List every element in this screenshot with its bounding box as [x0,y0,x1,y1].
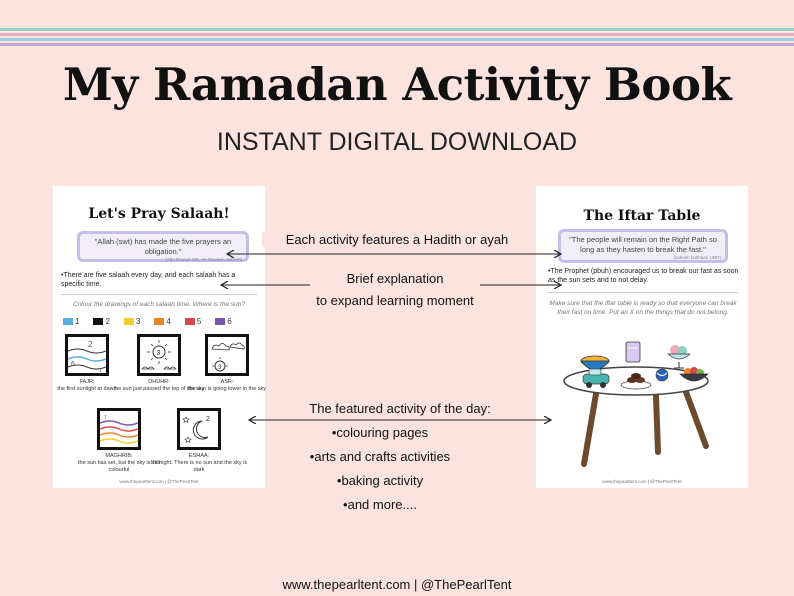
decorative-stripe-2 [0,33,794,36]
swatch-number: 2 [105,317,110,326]
salaah-page-preview [53,186,265,488]
moon-stars-icon [180,411,218,447]
glass-icon [626,342,640,362]
explanation-annotation-line2: to expand learning moment [316,293,474,308]
swatch-color [93,318,103,325]
iftar-page-preview [536,186,748,488]
fajr-label: FAJR: the first sunlight at dawn [57,379,117,392]
svg-text:1: 1 [99,368,102,373]
svg-text:7: 7 [104,415,107,421]
divider [61,294,257,295]
decorative-stripe-4 [0,43,794,46]
sunset-waves-icon [100,411,138,447]
svg-text:3: 3 [218,365,222,371]
ice-cream-icon [668,345,690,368]
asr-label: ASR: the sun is going lower in the sky [188,379,266,392]
swatch-number: 6 [227,317,232,326]
explanation-annotation-line1: Brief explanation [310,271,480,286]
page-title: Let's Pray Salaah! [88,206,230,222]
svg-text:2: 2 [88,340,93,349]
dhuhr-label: DHUHR: the sun just passed the top of the sky [113,379,205,392]
svg-text:2: 2 [206,416,210,423]
swatch-number: 4 [166,317,171,326]
list-item: •arts and crafts activities [309,449,451,464]
decorative-stripe-3 [0,38,794,41]
hadith-source: [Abu Dawud 425, an-Nawawi, saheeh] [165,256,242,262]
swatch-color [154,318,164,325]
svg-text:6: 6 [71,361,75,368]
explanation-text: •There are five salaah every day, and each salaah has a specific time. [61,272,236,289]
featured-annotation-title: The featured activity of the day: [285,401,515,416]
swatch-color [63,318,73,325]
list-item: •and more.... [343,497,417,512]
fajr-drawing [65,334,109,376]
swatch-color [185,318,195,325]
colour-swatch [215,317,231,326]
svg-text:3: 3 [156,350,161,357]
cloud-icon [208,337,246,373]
waves-icon [68,337,106,373]
list-item: •baking activity [336,473,424,488]
colour-key [63,317,232,326]
eshaa-drawing [177,408,221,450]
page-footer: www.thepearltent.com | @ThePearlTent [602,479,682,484]
asr-drawing [205,334,249,376]
page-title: The Iftar Table [583,208,701,224]
swatch-number: 3 [135,317,141,326]
hadith-annotation: Each activity features a Hadith or ayah [262,232,532,247]
list-item: •colouring pages [331,425,429,440]
explanation-text: •The Prophet (pbuh) encouraged us to break our fast as soon as the sun sets and to not delay. [548,268,739,285]
hadith-quote-box [558,229,728,263]
hadith-quote: "Allah (swt) has made the five prayers an obligation." [94,237,232,256]
featured-activity-list [280,421,480,517]
decorative-stripe-1 [0,28,794,31]
instruction-text: Make sure that the iftar table is ready so that everyone can break their fast on time. Put an X on the things that do not belong. [549,300,737,317]
subtitle: INSTANT DIGITAL DOWNLOAD [216,128,578,156]
hadith-quote: "The people will remain on the Right Path so long as they hasten to break the fast." [569,235,717,254]
hadith-source: (saheeh bukhaari 1957) [673,254,721,260]
swatch-number: 1 [75,317,80,326]
eshaa-label: ESHAA: It's night. There is no sun and the sky is dark [150,453,248,473]
main-title: My Ramadan Activity Book [62,58,732,111]
colour-swatch [185,317,201,326]
swatch-color [215,318,225,325]
divider [548,292,738,293]
swatch-number: 5 [196,317,202,326]
dhuhr-drawing [137,334,181,376]
instruction-text: Colour the drawings of each salaah time. Where is the sun? [73,301,245,308]
colour-swatch [63,317,79,326]
iftar-table-illustration [536,334,748,474]
colour-swatch [93,317,109,326]
ball-icon [656,369,668,381]
maghrib-drawing [97,408,141,450]
swatch-color [124,318,134,325]
hadith-quote-box [77,231,249,262]
maghrib-label: MAGHRIB: the sun has set, but the sky is still colourful [78,453,160,473]
sun-icon [140,337,178,373]
colour-swatch [154,317,170,326]
site-footer: www.thepearltent.com | @ThePearlTent [282,577,512,592]
colour-swatch [124,317,140,326]
page-footer: www.thepearltent.com | @ThePearlTent [119,479,199,484]
